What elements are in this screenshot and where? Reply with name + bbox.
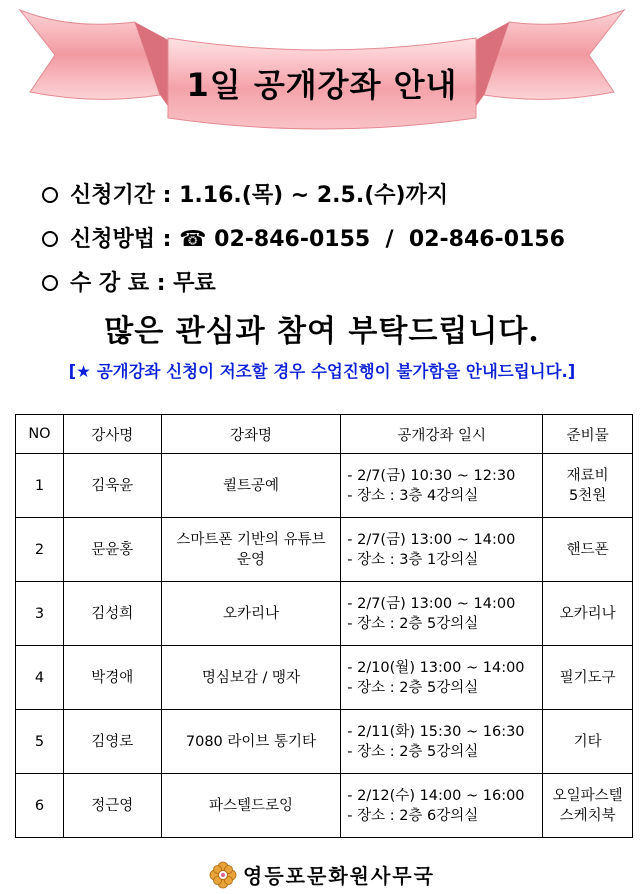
cell-materials: 오일파스텔 스케치북 <box>543 774 633 838</box>
ribbon-banner <box>0 0 644 140</box>
schedule-place: - 장소 : 2층 5강의실 <box>347 679 479 696</box>
cell-course: 퀼트공예 <box>161 454 341 518</box>
cell-no: 3 <box>16 582 64 646</box>
schedule-place: - 장소 : 2층 5강의실 <box>347 743 479 760</box>
schedule-date: - 2/7(금) 13:00 ~ 14:00 <box>347 595 516 612</box>
schedule-date: - 2/7(금) 13:00 ~ 14:00 <box>347 531 516 548</box>
schedule-date: - 2/12(수) 14:00 ~ 16:00 <box>347 787 525 804</box>
info-text: 신청기간 : 1.16.(목) ~ 2.5.(수)까지 <box>70 183 449 208</box>
cell-no: 2 <box>16 518 64 582</box>
cell-schedule <box>341 646 543 710</box>
circle-bullet-icon <box>42 275 58 291</box>
header-schedule: 공개강좌 일시 <box>341 415 543 454</box>
cell-instructor: 정근영 <box>63 774 161 838</box>
cell-schedule <box>341 774 543 838</box>
header-instructor: 강사명 <box>63 415 161 454</box>
cell-instructor: 박경애 <box>63 646 161 710</box>
info-text: 신청방법 : ☎ 02-846-0155 / 02-846-0156 <box>70 227 565 252</box>
course-table <box>15 414 633 838</box>
cell-instructor: 문윤홍 <box>63 518 161 582</box>
cell-materials: 기타 <box>543 710 633 774</box>
table-row <box>16 774 633 838</box>
table-row <box>16 710 633 774</box>
cell-schedule <box>341 454 543 518</box>
cell-materials: 오카리나 <box>543 582 633 646</box>
header-course: 강좌명 <box>161 415 341 454</box>
cell-course: 파스텔드로잉 <box>161 774 341 838</box>
notice-text: [★ 공개강좌 신청이 저조할 경우 수업진행이 불가함을 안내드립니다.] <box>68 362 576 381</box>
cell-instructor: 김욱윤 <box>63 454 161 518</box>
table-row <box>16 454 633 518</box>
footer-org: 영등포문화원사무국 <box>243 864 435 888</box>
table-row <box>16 518 633 582</box>
table-row <box>16 646 633 710</box>
info-fee <box>42 266 216 297</box>
cell-instructor: 김성희 <box>63 582 161 646</box>
schedule-place: - 장소 : 3층 1강의실 <box>347 551 479 568</box>
cell-materials: 필기도구 <box>543 646 633 710</box>
cell-no: 4 <box>16 646 64 710</box>
info-text: 수 강 료 : 무료 <box>70 271 216 296</box>
schedule-place: - 장소 : 2층 6강의실 <box>347 807 479 824</box>
header-materials: 준비물 <box>543 415 633 454</box>
headline: 많은 관심과 참여 부탁드립니다. <box>104 314 540 349</box>
cell-instructor: 김영로 <box>63 710 161 774</box>
schedule-place: - 장소 : 2층 5강의실 <box>347 615 479 632</box>
info-application-period <box>42 178 448 209</box>
cell-course: 오카리나 <box>161 582 341 646</box>
info-application-method <box>42 222 565 253</box>
cell-schedule <box>341 582 543 646</box>
cell-schedule <box>341 518 543 582</box>
cell-schedule <box>341 710 543 774</box>
banner-title: 1일 공개강좌 안내 <box>186 66 458 104</box>
flower-emblem-icon <box>209 861 237 889</box>
cell-course: 명심보감 / 맹자 <box>161 646 341 710</box>
cell-materials: 핸드폰 <box>543 518 633 582</box>
schedule-date: - 2/10(월) 13:00 ~ 14:00 <box>347 659 525 676</box>
cell-course: 7080 라이브 통기타 <box>161 710 341 774</box>
circle-bullet-icon <box>42 187 58 203</box>
cell-no: 6 <box>16 774 64 838</box>
cell-no: 5 <box>16 710 64 774</box>
circle-bullet-icon <box>42 231 58 247</box>
cell-materials: 재료비 5천원 <box>543 454 633 518</box>
table-header-row <box>16 415 633 454</box>
cell-no: 1 <box>16 454 64 518</box>
schedule-place: - 장소 : 3층 4강의실 <box>347 487 479 504</box>
cell-course: 스마트폰 기반의 유튜브 운영 <box>161 518 341 582</box>
schedule-date: - 2/11(화) 15:30 ~ 16:30 <box>347 723 525 740</box>
footer <box>0 860 644 889</box>
schedule-date: - 2/7(금) 10:30 ~ 12:30 <box>347 467 516 484</box>
header-no: NO <box>16 415 64 454</box>
table-row <box>16 582 633 646</box>
